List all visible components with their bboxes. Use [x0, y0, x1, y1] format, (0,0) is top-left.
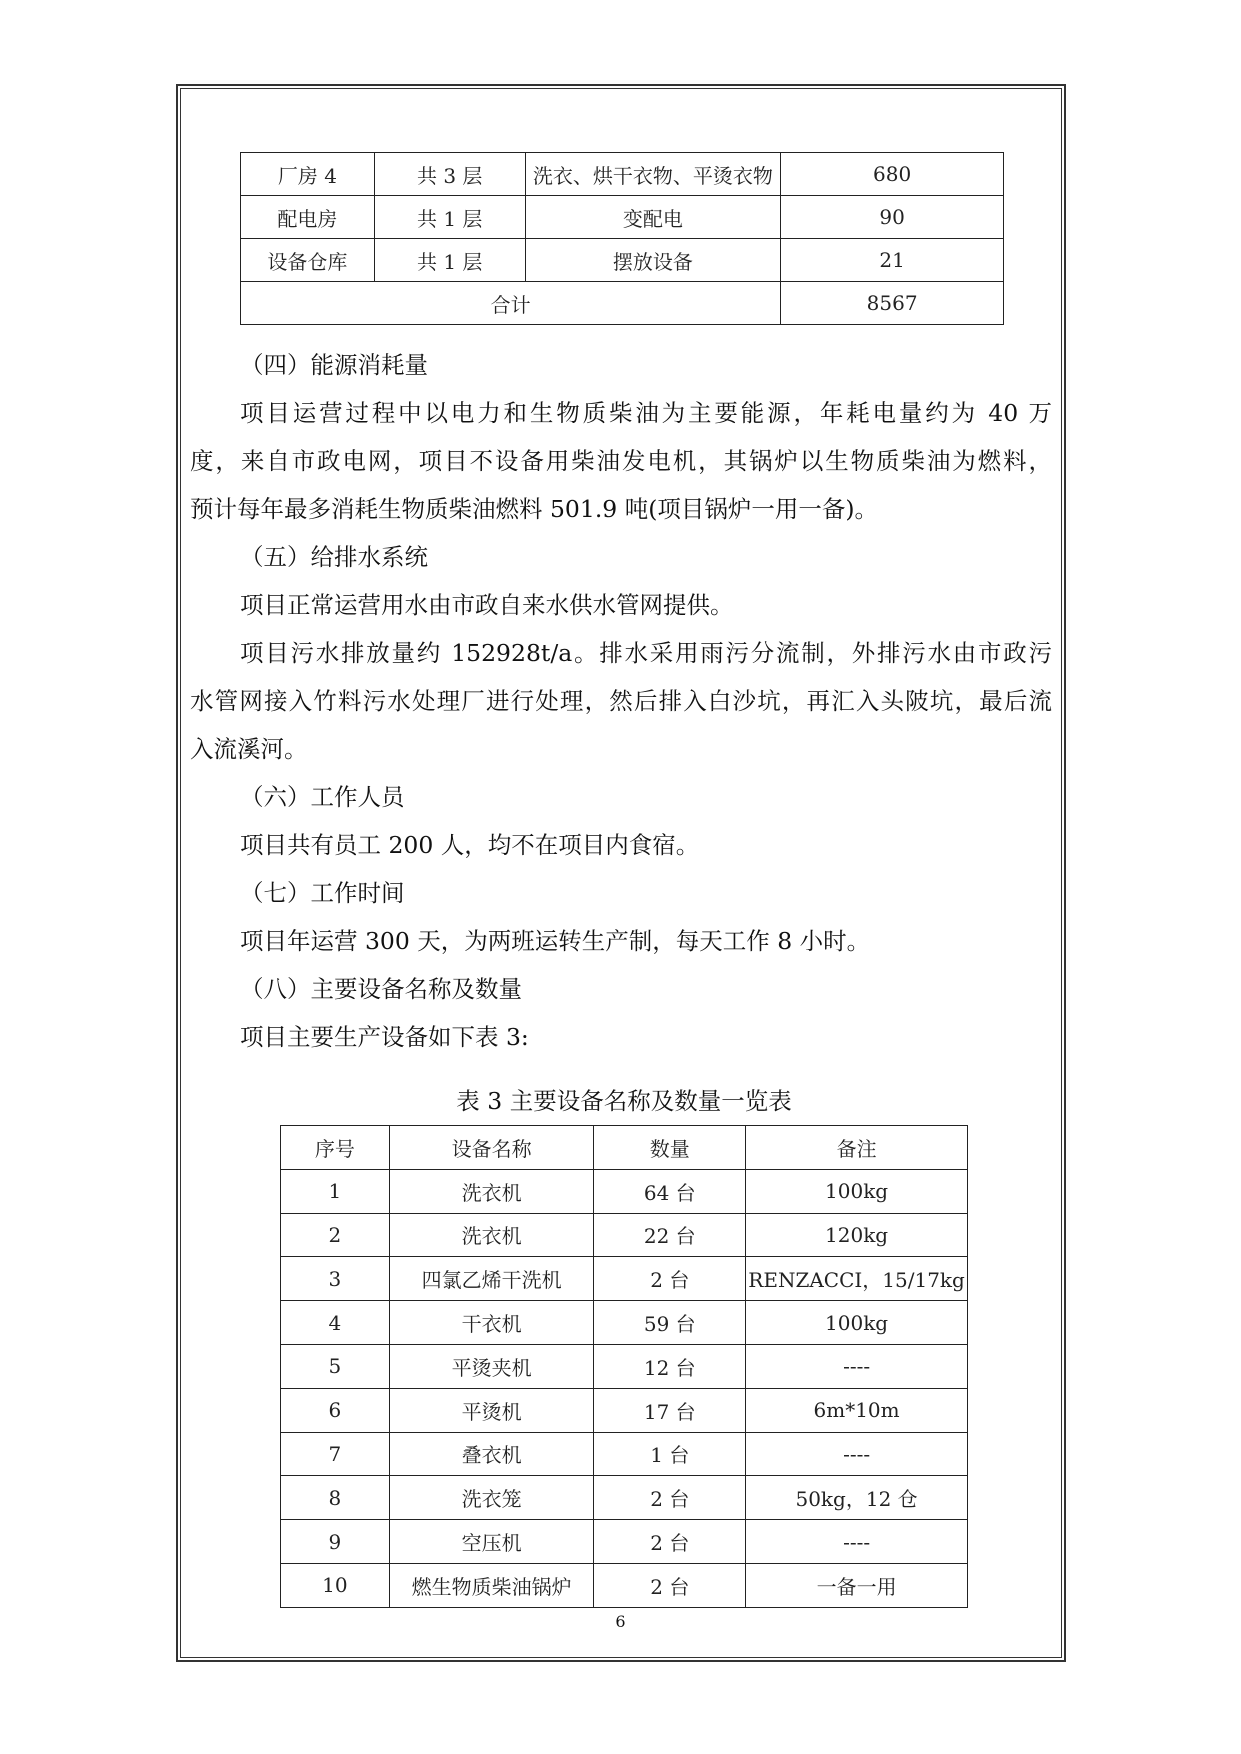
- table-cell: 2 台: [594, 1520, 746, 1564]
- table-cell: 2 台: [594, 1476, 746, 1520]
- table-row: [241, 239, 1004, 282]
- table-cell: 9: [281, 1520, 390, 1564]
- table-cell: 2: [281, 1213, 390, 1257]
- table-cell: 17 台: [594, 1388, 746, 1432]
- table-cell: 燃生物质柴油锅炉: [389, 1563, 594, 1607]
- table-cell: 21: [781, 239, 1004, 282]
- table-caption: 表 3 主要设备名称及数量一览表: [456, 1087, 792, 1115]
- equipment-table: [280, 1125, 968, 1608]
- table-cell: RENZACCI，15/17kg: [746, 1257, 968, 1301]
- table-row: [281, 1301, 968, 1345]
- table-row: [281, 1257, 968, 1301]
- table-cell: 12 台: [594, 1344, 746, 1388]
- table-cell: 共 1 层: [374, 196, 525, 239]
- table-row: [281, 1388, 968, 1432]
- table-cell: 平烫夹机: [389, 1344, 594, 1388]
- table-cell: 共 1 层: [374, 239, 525, 282]
- paragraph-line: 项目正常运营用水由市政自来水供水管网提供。: [240, 591, 734, 619]
- table-cell: 100kg: [746, 1301, 968, 1345]
- table-cell: 洗衣机: [389, 1169, 594, 1213]
- section-heading-energy: （四）能源消耗量: [240, 351, 428, 379]
- section-heading-worktime: （七）工作时间: [240, 879, 405, 907]
- table-cell: 5: [281, 1344, 390, 1388]
- table-cell: 洗衣笼: [389, 1476, 594, 1520]
- table-cell: 空压机: [389, 1520, 594, 1564]
- table-cell: 四氯乙烯干洗机: [389, 1257, 594, 1301]
- table-cell: 洗衣、烘干衣物、平烫衣物: [525, 153, 781, 196]
- table-cell: 8: [281, 1476, 390, 1520]
- table-cell: 平烫机: [389, 1388, 594, 1432]
- table-cell: 10: [281, 1563, 390, 1607]
- total-value: 8567: [781, 282, 1004, 325]
- table-cell: 洗衣机: [389, 1213, 594, 1257]
- table-cell: 50kg，12 仓: [746, 1476, 968, 1520]
- table-cell: 厂房 4: [241, 153, 375, 196]
- table-cell: 3: [281, 1257, 390, 1301]
- table-cell: ----: [746, 1344, 968, 1388]
- column-header: 序号: [281, 1126, 390, 1170]
- table-cell: 22 台: [594, 1213, 746, 1257]
- table-cell: 共 3 层: [374, 153, 525, 196]
- table-row: [241, 153, 1004, 196]
- table-cell: 干衣机: [389, 1301, 594, 1345]
- total-label: 合计: [241, 282, 781, 325]
- paragraph-line: 项目污水排放量约 152928t/a。排水采用雨污分流制，外排污水由市政污: [240, 639, 1052, 667]
- table-row: [241, 196, 1004, 239]
- table-row: [281, 1520, 968, 1564]
- section-heading-water: （五）给排水系统: [240, 543, 428, 571]
- paragraph-line: 水管网接入竹料污水处理厂进行处理，然后排入白沙坑，再汇入头陂坑，最后流: [190, 687, 1052, 715]
- table-row: [281, 1476, 968, 1520]
- table-cell: 设备仓库: [241, 239, 375, 282]
- column-header: 设备名称: [389, 1126, 594, 1170]
- section-heading-equipment: （八）主要设备名称及数量: [240, 975, 522, 1003]
- table-row: [281, 1563, 968, 1607]
- table-cell: 59 台: [594, 1301, 746, 1345]
- table-cell: 摆放设备: [525, 239, 781, 282]
- column-header: 备注: [746, 1126, 968, 1170]
- paragraph-line: 预计每年最多消耗生物质柴油燃料 501.9 吨(项目锅炉一用一备)。: [190, 495, 879, 523]
- table-cell: 配电房: [241, 196, 375, 239]
- table-cell: 一备一用: [746, 1563, 968, 1607]
- table-cell: 1: [281, 1169, 390, 1213]
- table-cell: ----: [746, 1432, 968, 1476]
- table-header-row: [281, 1126, 968, 1170]
- page-number: 6: [615, 1612, 626, 1631]
- building-area-table: [240, 152, 1004, 325]
- table-cell: 120kg: [746, 1213, 968, 1257]
- table-cell: 4: [281, 1301, 390, 1345]
- table-cell: 90: [781, 196, 1004, 239]
- section-heading-staff: （六）工作人员: [240, 783, 405, 811]
- table-cell: ----: [746, 1520, 968, 1564]
- table-cell: 1 台: [594, 1432, 746, 1476]
- paragraph-line: 入流溪河。: [190, 735, 308, 763]
- table-cell: 64 台: [594, 1169, 746, 1213]
- table-row: [281, 1344, 968, 1388]
- paragraph-line: 项目共有员工 200 人，均不在项目内食宿。: [240, 831, 700, 859]
- table-cell: 叠衣机: [389, 1432, 594, 1476]
- table-row: [281, 1432, 968, 1476]
- table-cell: 100kg: [746, 1169, 968, 1213]
- paragraph-line: 度，来自市政电网，项目不设备用柴油发电机，其锅炉以生物质柴油为燃料，: [190, 447, 1052, 475]
- table-cell: 变配电: [525, 196, 781, 239]
- table-cell: 7: [281, 1432, 390, 1476]
- table-cell: 6m*10m: [746, 1388, 968, 1432]
- table-cell: 2 台: [594, 1563, 746, 1607]
- table-row: [281, 1169, 968, 1213]
- table-cell: 2 台: [594, 1257, 746, 1301]
- paragraph-line: 项目年运营 300 天，为两班运转生产制，每天工作 8 小时。: [240, 927, 871, 955]
- paragraph-line: 项目主要生产设备如下表 3:: [240, 1023, 529, 1051]
- table-cell: 680: [781, 153, 1004, 196]
- table-row: [281, 1213, 968, 1257]
- table-total-row: [241, 282, 1004, 325]
- column-header: 数量: [594, 1126, 746, 1170]
- table-cell: 6: [281, 1388, 390, 1432]
- paragraph-line: 项目运营过程中以电力和生物质柴油为主要能源，年耗电量约为 40 万: [240, 399, 1052, 427]
